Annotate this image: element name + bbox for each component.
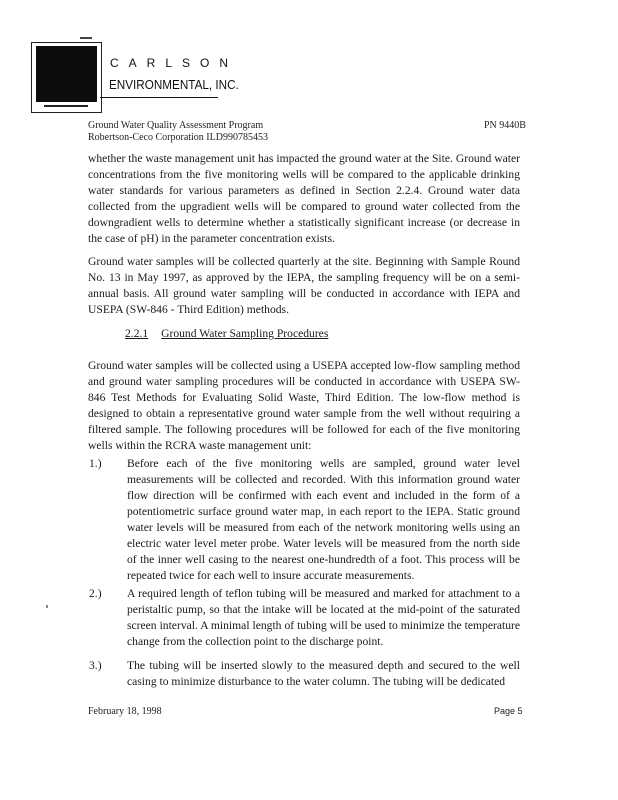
section-heading [125, 326, 328, 342]
section-number: 2.2.1 [125, 327, 149, 340]
list-item-text: The tubing will be inserted slowly to the measured depth and secured to the well casing to minimize disturbance to the water column. The tubing will be dedicated [127, 659, 520, 688]
company-subtitle: ENVIRONMENTAL, INC. [109, 77, 239, 92]
paragraph-2: Ground water samples will be collected quarterly at the site. Beginning with Sample Round No. 13 in May 1997, as approved by the IEPA, the sampling frequency will be on a semi-annual basis. All ground water sampling will be conducted in accordance with IEPA and USEPA (SW-846 - Third Edition) methods. [88, 255, 520, 316]
list-item-number: 1.) [89, 457, 102, 470]
paragraph-1: whether the waste management unit has impacted the ground water at the Site. Ground water concentrations from the five monitoring wells will be compared to the applicable drinking water standards for various parameters as defined in Section 2.2.4. Ground water data collected from the upgradient wells will be compared to ground water collected from the downgradient wells to determine whether a statistically significant increase (or decrease in the case of pH) in the parameter concentration exists. [88, 152, 520, 245]
project-number: PN 9440B [484, 120, 526, 131]
header-rule [100, 97, 218, 98]
company-logo [31, 42, 102, 113]
program-title: Ground Water Quality Assessment Program [88, 120, 264, 131]
scan-speck [46, 605, 48, 608]
list-item-text: Before each of the five monitoring wells are sampled, ground water level measurements will be collected and recorded. With this information ground water flow direction will be confirmed with each event and included in the form of a potentiometric surface ground water map, in each report to the IEPA. Static ground water levels will be measured from each of the network monitoring wells using an electric water level meter probe. Water levels will be measured from the north side of the inner well casing to the nearest one-hundredth of a foot. This process will be repeated twice for each well to insure accurate measurements. [127, 457, 520, 582]
logo-underline [44, 105, 88, 107]
list-item-number: 3.) [89, 659, 102, 672]
section-title: Ground Water Sampling Procedures [161, 327, 329, 340]
list-item-number: 2.) [89, 587, 102, 600]
logo-mark-tick [80, 37, 92, 39]
list-item-text: A required length of teflon tubing will be measured and marked for attachment to a peristaltic pump, so that the intake will be located at the mid-point of the saturated screen interval. A minimal length of tubing will be used to minimize the temperature change from the collection point to the discharge point. [127, 587, 520, 648]
logo-black-square [36, 46, 97, 102]
paragraph-3: Ground water samples will be collected using a USEPA accepted low-flow sampling method and ground water sampling procedures will be conducted in accordance with USEPA SW-846 Test Methods for Evaluating Solid Waste, Third Edition. The low-flow method is designed to obtain a representative ground water sample from the well without requiring a filtered sample. The following procedures will be followed for each of the five monitoring wells within the RCRA waste management unit: [88, 359, 520, 452]
footer-date: February 18, 1998 [88, 706, 162, 717]
page-number: Page 5 [494, 706, 523, 716]
company-name: CARLSON [110, 56, 239, 70]
client-id: Robertson-Ceco Corporation ILD990785453 [88, 132, 268, 143]
